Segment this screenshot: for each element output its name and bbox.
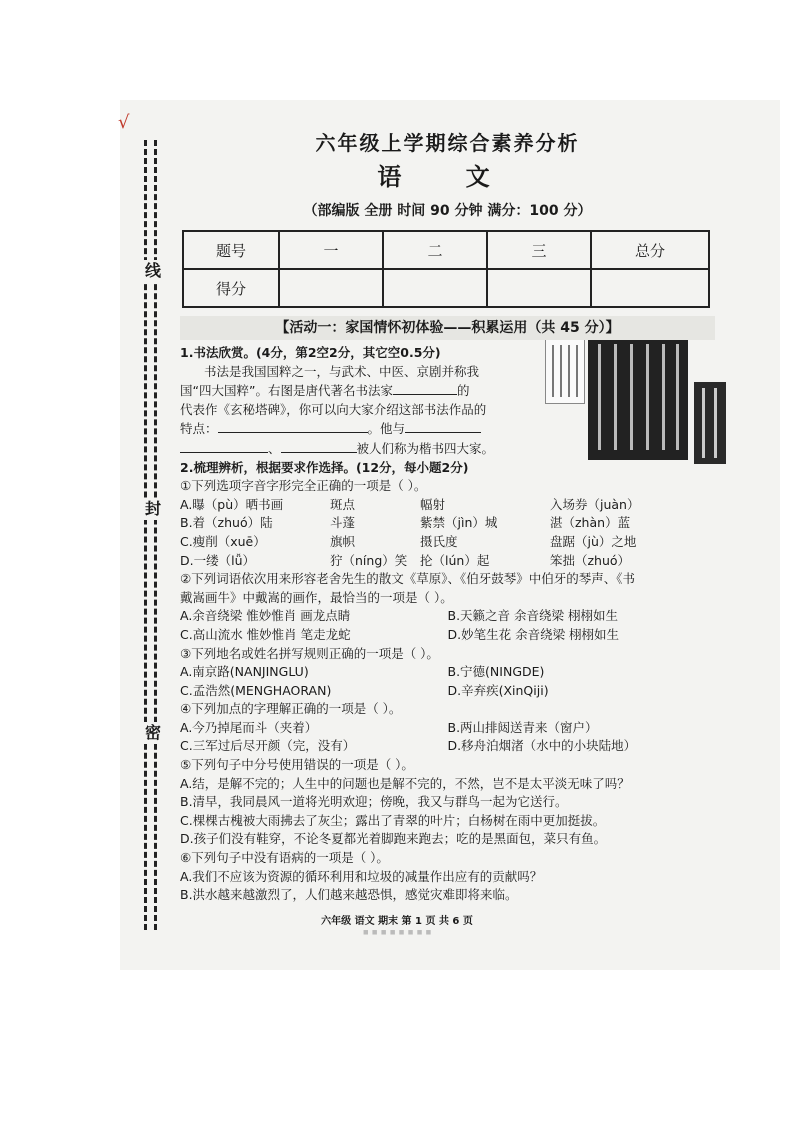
option-word: 抡（lún）起 — [420, 552, 490, 568]
option-word: 狞（níng）笑 — [330, 552, 408, 568]
exam-title: 六年级上学期综合素养分析 — [315, 131, 580, 155]
option-word: 旗帜 — [330, 533, 356, 549]
sub-question-stem: ①下列选项字音字形完全正确的一项是（ ）。 — [180, 478, 427, 494]
question-text: 国“四大国粹”。右图是唐代著名书法家 — [180, 383, 393, 399]
activity-heading: 【活动一：家国情怀初体验——积累运用（共 45 分）】 — [180, 316, 715, 340]
answer-blank[interactable] — [281, 439, 357, 453]
option-word: 摄氏度 — [420, 533, 458, 549]
option-a[interactable]: A.余音绕梁 惟妙惟肖 画龙点睛 — [180, 608, 351, 624]
option-a[interactable]: A.南京路(NANJINGLU) — [180, 664, 309, 680]
option-d[interactable]: D.孩子们没有鞋穿，不论冬夏都光着脚跑来跑去；吃的是黑面包，菜只有鱼。 — [180, 831, 607, 847]
option-word: 幅射 — [420, 496, 446, 512]
sub-question-stem: 戴嵩画牛》中戴嵩的画作，最恰当的一项是（ ）。 — [180, 589, 453, 605]
sub-question-stem: ⑥下列句子中没有语病的一项是（ ）。 — [180, 850, 389, 866]
answer-blank[interactable] — [393, 381, 457, 395]
sub-question-stem: ⑤下列句子中分号使用错误的一项是（ ）。 — [180, 757, 414, 773]
score-cell: 三 — [487, 231, 591, 269]
option-b[interactable]: B.两山排闼送青来（窗户） — [447, 719, 598, 735]
option-c[interactable]: C.孟浩然(MENGHAORAN) — [180, 682, 332, 698]
answer-blank[interactable] — [180, 439, 268, 453]
option-c[interactable]: C.高山流水 惟妙惟肖 笔走龙蛇 — [180, 626, 351, 642]
option-word: 盘踞（jù）之地 — [550, 533, 637, 549]
bleed-through-text: ▪ ▪ ▪ ▪ ▪ ▪ ▪ ▪ — [362, 927, 432, 937]
answer-blank[interactable] — [218, 419, 368, 433]
option-c[interactable]: C.三军过后尽开颜（完，没有） — [180, 738, 356, 754]
binding-label-secret: 密 — [139, 722, 167, 744]
sub-question-stem: ④下列加点的字理解正确的一项是（ ）。 — [180, 701, 402, 717]
question-heading: 2.梳理辨析，根据要求作选择。(12分，每小题2分) — [180, 459, 469, 475]
question-text: 。他与 — [367, 421, 406, 437]
score-cell: 二 — [383, 231, 487, 269]
subject-title: 语 文 — [377, 163, 518, 191]
binding-line-inner — [154, 140, 157, 930]
question-text-line — [180, 419, 715, 439]
sub-question-stem: ③下列地名或姓名拼写规则正确的一项是（ ）。 — [180, 645, 439, 661]
binding-margin — [140, 140, 166, 930]
score-table — [182, 230, 710, 308]
option-row — [180, 607, 715, 626]
option-row — [180, 514, 715, 533]
score-input-cell[interactable] — [383, 269, 487, 307]
option-b[interactable]: B.洪水越来越激烈了，人们越来越恐惧，感觉灾难即将来临。 — [180, 887, 518, 903]
option-word: 入场券（juàn） — [550, 496, 640, 512]
score-cell: 一 — [279, 231, 383, 269]
question-text: 的 — [456, 383, 470, 399]
binding-label-seal: 封 — [139, 498, 167, 520]
score-input-cell[interactable] — [487, 269, 591, 307]
option-word: 斑点 — [330, 496, 356, 512]
option-row — [180, 626, 715, 645]
option-a[interactable]: A.曝（pù）晒书画 — [180, 496, 284, 512]
binding-line-outer — [144, 140, 147, 930]
option-row — [180, 663, 715, 682]
option-d[interactable]: D.一缕（lǚ） — [180, 552, 255, 568]
option-d[interactable]: D.辛弃疾(XinQiji) — [447, 682, 549, 698]
score-input-cell[interactable] — [591, 269, 709, 307]
exam-content — [180, 128, 715, 905]
option-row — [180, 682, 715, 701]
question-text: 被人们称为楷书四大家。 — [356, 440, 495, 456]
question-2 — [180, 459, 715, 905]
option-b[interactable]: B.着（zhuó）陆 — [180, 515, 273, 531]
score-table-score-row — [183, 269, 709, 307]
option-c[interactable]: C.瘦削（xuē） — [180, 533, 266, 549]
option-a[interactable]: A.我们不应该为资源的循环利用和垃圾的减量作出应有的贡献吗？ — [180, 868, 543, 884]
question-1 — [180, 344, 715, 459]
option-d[interactable]: D.妙笔生花 余音绕梁 栩栩如生 — [447, 626, 620, 642]
option-row — [180, 719, 715, 738]
option-b[interactable]: B.宁德(NINGDE) — [447, 664, 545, 680]
option-b[interactable]: B.天籁之音 余音绕梁 栩栩如生 — [447, 608, 618, 624]
page-footer: 六年级 语文 期末 第 1 页 共 6 页 — [321, 916, 473, 927]
score-input-cell[interactable] — [279, 269, 383, 307]
score-cell: 总分 — [591, 231, 709, 269]
option-word: 湛（zhàn）蓝 — [550, 515, 631, 531]
option-word: 斗蓬 — [330, 515, 356, 531]
option-row — [180, 737, 715, 756]
option-row — [180, 496, 715, 515]
question-text-line — [180, 439, 715, 459]
question-heading: 1.书法欣赏。(4分，第2空2分，其它空0.5分) — [180, 345, 441, 360]
score-cell: 得分 — [183, 269, 279, 307]
option-b[interactable]: B.清早，我同晨风一道将光明欢迎；傍晚，我又与群鸟一起为它送行。 — [180, 794, 568, 810]
score-cell: 题号 — [183, 231, 279, 269]
option-d[interactable]: D.移舟泊烟渚（水中的小块陆地） — [447, 738, 637, 754]
question-text: 特点： — [180, 421, 218, 437]
option-row — [180, 533, 715, 552]
score-table-header-row — [183, 231, 709, 269]
option-word: 笨拙（zhuó） — [550, 552, 631, 568]
red-pen-mark: √ — [118, 112, 130, 133]
question-text: 书法是我国国粹之一，与武术、中医、京剧并称我 — [204, 363, 480, 379]
option-a[interactable]: A.今乃掉尾而斗（夹着） — [180, 719, 318, 735]
option-word: 紫禁（jìn）城 — [420, 515, 498, 531]
exam-meta: （部编版 全册 时间 90 分钟 满分：100 分） — [303, 203, 592, 219]
option-a[interactable]: A.结，是解不完的；人生中的问题也是解不完的，不然，岂不是太平淡无味了吗？ — [180, 775, 630, 791]
question-text-line — [180, 381, 715, 401]
option-row — [180, 552, 715, 571]
answer-blank[interactable] — [405, 419, 481, 433]
question-text: 、 — [268, 440, 281, 456]
question-text: 代表作《玄秘塔碑》，你可以向大家介绍这部书法作品的 — [180, 401, 487, 417]
sub-question-stem: ②下列词语依次用来形容老舍先生的散文《草原》、《伯牙鼓琴》中伯牙的琴声、《书 — [180, 571, 635, 587]
binding-label-line: 线 — [139, 260, 167, 282]
option-c[interactable]: C.棵棵古槐被大雨拂去了灰尘；露出了青翠的叶片；白杨树在雨中更加挺拔。 — [180, 812, 606, 828]
